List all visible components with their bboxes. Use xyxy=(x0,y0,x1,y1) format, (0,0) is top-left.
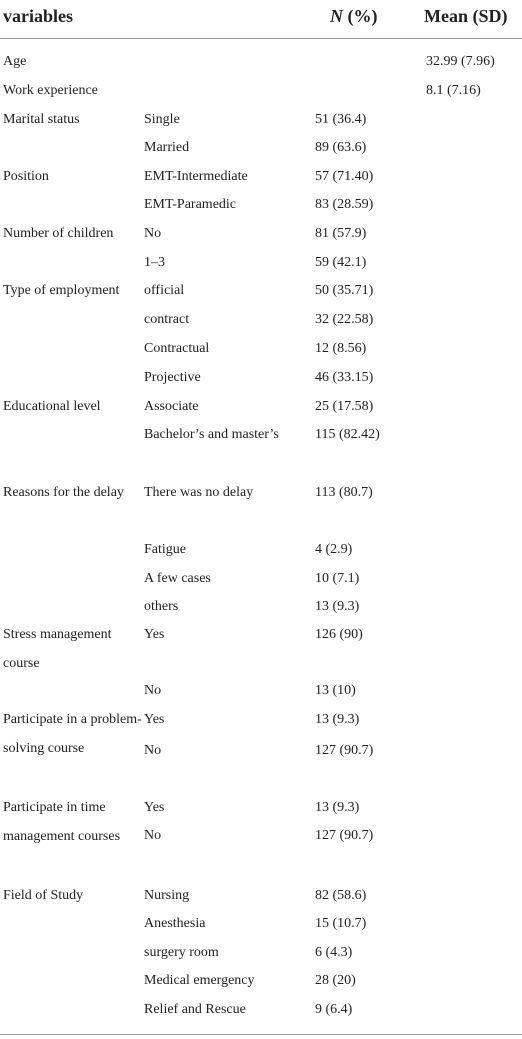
variable-cell: Reasons for the delay xyxy=(3,485,124,500)
header-mean-sd: Mean (SD) xyxy=(424,6,508,26)
table-row xyxy=(0,737,522,765)
variable-cell: Educational level xyxy=(3,399,101,414)
variable-cell: Stress management course xyxy=(3,627,112,671)
n-percent-cell: 127 (90.7) xyxy=(315,828,374,843)
table-row xyxy=(0,910,522,938)
table-row xyxy=(0,421,522,449)
n-percent-cell: 25 (17.58) xyxy=(315,399,374,414)
table-row xyxy=(0,621,522,671)
category-cell: No xyxy=(144,226,162,241)
category-cell: Yes xyxy=(144,627,165,642)
category-cell: others xyxy=(144,599,179,614)
n-percent-cell: 50 (35.71) xyxy=(315,283,374,298)
n-percent-cell: 9 (6.4) xyxy=(315,1002,353,1017)
table-row xyxy=(0,822,522,850)
variable-cell: Position xyxy=(3,169,49,184)
category-cell: Nursing xyxy=(144,888,190,903)
category-cell: Fatigue xyxy=(144,542,186,557)
category-cell: No xyxy=(144,743,162,758)
table-row xyxy=(0,996,522,1024)
table-row xyxy=(0,134,522,162)
category-cell: Anesthesia xyxy=(144,916,206,931)
table-row xyxy=(0,48,522,76)
table-row xyxy=(0,677,522,705)
category-cell: Medical emergency xyxy=(144,973,255,988)
category-cell: surgery room xyxy=(144,945,219,960)
table-row xyxy=(0,106,522,134)
n-percent-cell: 115 (82.42) xyxy=(315,427,380,442)
table-row xyxy=(0,306,522,334)
table-row xyxy=(0,249,522,277)
table-row xyxy=(0,393,522,421)
variable-cell: Participate in time management courses xyxy=(3,800,121,844)
table-row xyxy=(0,565,522,593)
category-cell: Associate xyxy=(144,399,199,414)
n-percent-cell: 13 (9.3) xyxy=(315,712,360,727)
variable-cell: Marital status xyxy=(3,112,80,127)
header-rule xyxy=(0,38,522,39)
n-percent-cell: 127 (90.7) xyxy=(315,743,374,758)
table-row xyxy=(0,939,522,967)
variable-cell: Work experience xyxy=(3,83,98,98)
category-cell: Yes xyxy=(144,800,165,815)
category-cell: Projective xyxy=(144,370,201,385)
header-n-letter: N xyxy=(330,6,343,26)
n-percent-cell: 126 (90) xyxy=(315,627,363,642)
table-row xyxy=(0,277,522,305)
category-cell: Yes xyxy=(144,712,165,727)
table-row xyxy=(0,479,522,507)
table-row xyxy=(0,364,522,392)
header-percent: (%) xyxy=(343,6,378,26)
category-cell: EMT-Paramedic xyxy=(144,197,237,212)
table-row xyxy=(0,967,522,995)
n-percent-cell: 81 (57.9) xyxy=(315,226,367,241)
variable-cell: Field of Study xyxy=(3,888,84,903)
category-cell: 1–3 xyxy=(144,255,165,270)
table-row xyxy=(0,882,522,910)
category-cell: Married xyxy=(144,140,190,155)
n-percent-cell: 10 (7.1) xyxy=(315,571,360,586)
n-percent-cell: 32 (22.58) xyxy=(315,312,374,327)
n-percent-cell: 51 (36.4) xyxy=(315,112,367,127)
n-percent-cell: 83 (28.59) xyxy=(315,197,374,212)
variable-cell: Number of children xyxy=(3,226,114,241)
table-row xyxy=(0,163,522,191)
category-cell: Bachelor’s and master’s xyxy=(144,427,279,442)
n-percent-cell: 57 (71.40) xyxy=(315,169,374,184)
category-cell: No xyxy=(144,683,162,698)
category-cell: official xyxy=(144,283,185,298)
mean-sd-cell: 8.1 (7.16) xyxy=(426,83,481,98)
category-cell: No xyxy=(144,828,162,843)
category-cell: A few cases xyxy=(144,571,211,586)
category-cell: Single xyxy=(144,112,180,127)
variable-cell: Type of employment xyxy=(3,283,120,298)
header-n-percent xyxy=(330,5,378,27)
n-percent-cell: 89 (63.6) xyxy=(315,140,367,155)
table-row xyxy=(0,77,522,105)
mean-sd-cell: 32.99 (7.96) xyxy=(426,54,495,69)
table-row xyxy=(0,335,522,363)
category-cell: Relief and Rescue xyxy=(144,1002,246,1017)
variable-cell: Participate in a problem-solving course xyxy=(3,712,142,756)
category-cell: contract xyxy=(144,312,190,327)
n-percent-cell: 59 (42.1) xyxy=(315,255,367,270)
table-row xyxy=(0,220,522,248)
header-variables: variables xyxy=(3,6,73,26)
n-percent-cell: 15 (10.7) xyxy=(315,916,367,931)
n-percent-cell: 82 (58.6) xyxy=(315,888,367,903)
table-row xyxy=(0,191,522,219)
category-cell: EMT-Intermediate xyxy=(144,169,248,184)
variable-cell: Age xyxy=(3,54,27,69)
n-percent-cell: 46 (33.15) xyxy=(315,370,374,385)
table-row xyxy=(0,593,522,621)
n-percent-cell: 13 (10) xyxy=(315,683,356,698)
category-cell: Contractual xyxy=(144,341,210,356)
n-percent-cell: 12 (8.56) xyxy=(315,341,367,356)
n-percent-cell: 113 (80.7) xyxy=(315,485,373,500)
category-cell: There was no delay xyxy=(144,485,254,500)
bottom-rule xyxy=(0,1034,522,1035)
n-percent-cell: 13 (9.3) xyxy=(315,800,360,815)
table-header xyxy=(0,0,522,36)
table-row xyxy=(0,536,522,564)
n-percent-cell: 28 (20) xyxy=(315,973,356,988)
n-percent-cell: 4 (2.9) xyxy=(315,542,353,557)
n-percent-cell: 13 (9.3) xyxy=(315,599,360,614)
n-percent-cell: 6 (4.3) xyxy=(315,945,353,960)
